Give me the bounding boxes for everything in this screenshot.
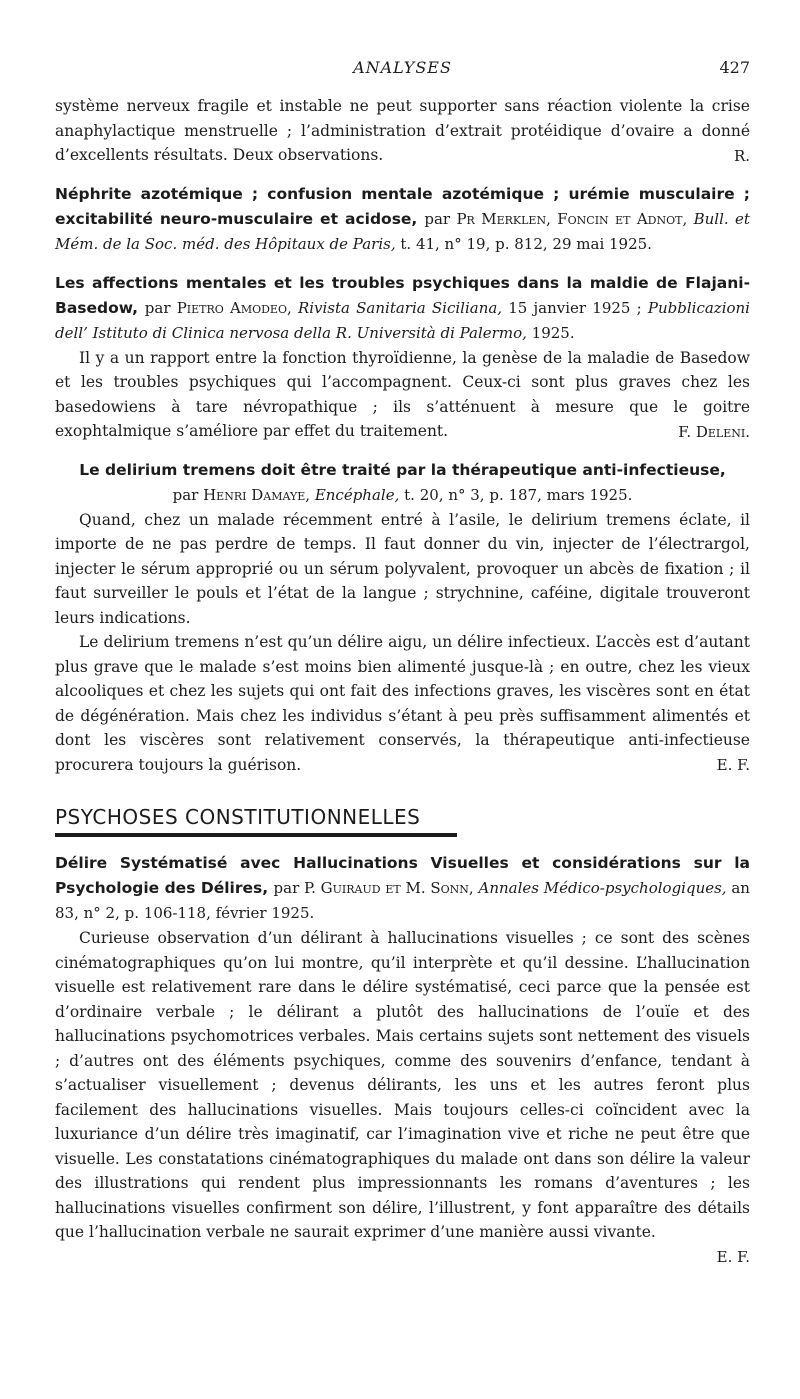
article-paragraph: Il y a un rapport entre la fonction thyroïdienne, la genèse de la maladie de Basedow et les troubles psychiques qui l’accompagnent. Ceux-ci sont plus graves chez les basedowiens à tare névropathique ; ils s’atténuent à mesure que le goitre exophtalmique s’améliore par effet du traitement. bbox=[55, 348, 750, 440]
running-header bbox=[55, 58, 750, 80]
article-reference-secondary: 1925. bbox=[531, 323, 575, 342]
article-citation bbox=[173, 486, 633, 504]
by-word: par bbox=[424, 209, 451, 228]
article-citation bbox=[55, 299, 750, 342]
page-number: 427 bbox=[719, 58, 750, 77]
article-authors: P. Guiraud et M. Sonn, bbox=[304, 879, 474, 897]
article-journal: Bull. et Mém. de la Soc. méd. des Hôpitaux de Paris, bbox=[55, 209, 750, 253]
article-delire-systematise bbox=[55, 851, 750, 1269]
article-heading bbox=[55, 851, 750, 926]
article-reference: an 83, n° 2, p. 106-118, février 1925. bbox=[55, 879, 750, 922]
article-signature-text: F. Deleni. bbox=[678, 422, 750, 441]
running-title: ANALYSES bbox=[353, 58, 452, 77]
article-title: Néphrite azotémique ; confusion mentale azotémique ; urémie musculaire ; excitabilité neuro-musculaire et acidose, bbox=[55, 184, 750, 228]
article-title: Les affections mentales et les troubles psychiques dans la maldie de Flajani-Basedow, bbox=[55, 273, 750, 317]
article-signature: E. F. bbox=[716, 756, 750, 774]
article-reference: t. 41, n° 19, p. 812, 29 mai 1925. bbox=[400, 234, 652, 253]
article-heading bbox=[55, 271, 750, 346]
article-journal: Encéphale, bbox=[314, 485, 400, 504]
article-paragraph: Le delirium tremens n’est qu’un délire aigu, un délire infectieux. L’accès est d’autant plus grave que le malade s’est moins bien alimenté jusque-là ; en outre, chez les vieux alcooliques et chez les sujets qui ont fait des infections graves, les viscères sont en état de dégénération. Mais chez les individus s’étant à peu près suffisamment alimentés et dont les viscères sont relativement conservés, la thérapeutique anti-infectieuse procurera toujours la guérison. bbox=[55, 633, 750, 774]
section-rule bbox=[55, 833, 457, 837]
section-heading bbox=[55, 803, 750, 837]
article-authors: Pietro Amodeo, bbox=[176, 298, 292, 317]
intro-signature: R. bbox=[733, 146, 750, 165]
article-nephrite bbox=[55, 182, 750, 257]
article-basedow bbox=[55, 271, 750, 444]
article-journal: Annales Médico-psychologiques, bbox=[478, 879, 727, 897]
article-authors: Pr Merklen, Foncin et Adnot, bbox=[456, 209, 688, 228]
article-journal: Rivista Sanitaria Siciliana, bbox=[297, 298, 503, 317]
article-title: Délire Systématisé avec Hallucinations Visuelles et considérations sur la Psychologie des Délires, bbox=[55, 854, 750, 897]
article-heading bbox=[55, 458, 750, 508]
by-word: par bbox=[273, 879, 300, 897]
article-journal-secondary: Pubblicazioni dell’ Istituto di Clinica nervosa della R. Università di Palermo, bbox=[55, 298, 750, 342]
article-signature: E. F. bbox=[716, 1247, 750, 1266]
by-word: par bbox=[172, 485, 199, 504]
article-authors: Henri Damaye, bbox=[203, 485, 311, 504]
section-title: PSYCHOSES CONSTITUTIONNELLES bbox=[55, 805, 421, 829]
article-paragraph: Curieuse observation d’un délirant à hallucinations visuelles ; ce sont des scènes cinématographiques qu’on lui montre, qu’il interprète et qu’il dessine. L’hallucination visuelle est relativement rare dans le délire systématisé, ceci parce que la pensée est d’ordinaire verbale ; le délirant a plutôt des hallucinations de l’ouïe et des hallucinations psychomotrices verbales. Mais certains sujets sont nettement des visuels ; d’autres ont des éléments psychiques, comme des souvenirs d’enfance, tendant à s’actualiser visuellement ; devenus délirants, les uns et les autres feront plus facilement des hallucinations visuelles. Mais toujours celles-ci coïncident avec la luxuriance d’un délire très imaginatif, car l’imagination vive et riche ne peut être que visuelle. Les constatations cinématographiques du malade ont dans son délire la valeur des illustrations qui rendent plus impressionnants les romans d’aventures ; les hallucinations visuelles confirment son délire, l’illustrent, y font apparaître des détails que l’hallucination verbale ne saurait exprimer d’une manière aussi vivante. bbox=[55, 929, 750, 1241]
article-heading bbox=[55, 182, 750, 257]
intro-paragraph: système nerveux fragile et instable ne peut supporter sans réaction violente la crise anaphylactique menstruelle ; l’administration d’extrait protéidique d’ovaire a donné d’excellents résultats. Deux observations. bbox=[55, 97, 750, 164]
article-paragraph: Quand, chez un malade récemment entré à l’asile, le delirium tremens éclate, il importe de ne pas perdre de temps. Il faut donner du vin, injecter de l’électrargol, injecter le sérum approprié ou un sérum polyvalent, provoquer un abcès de fixation ; il faut surveiller le pouls et l’état de la langue ; strychnine, caféine, digitale trouveront leurs indications. bbox=[55, 510, 750, 627]
page-body bbox=[55, 94, 750, 1269]
article-reference: t. 20, n° 3, p. 187, mars 1925. bbox=[404, 485, 633, 504]
article-delirium-tremens bbox=[55, 458, 750, 778]
article-reference: 15 janvier 1925 ; bbox=[508, 298, 642, 317]
article-title: Le delirium tremens doit être traité par la thérapeutique anti-infectieuse, bbox=[79, 460, 726, 479]
by-word: par bbox=[144, 298, 171, 317]
